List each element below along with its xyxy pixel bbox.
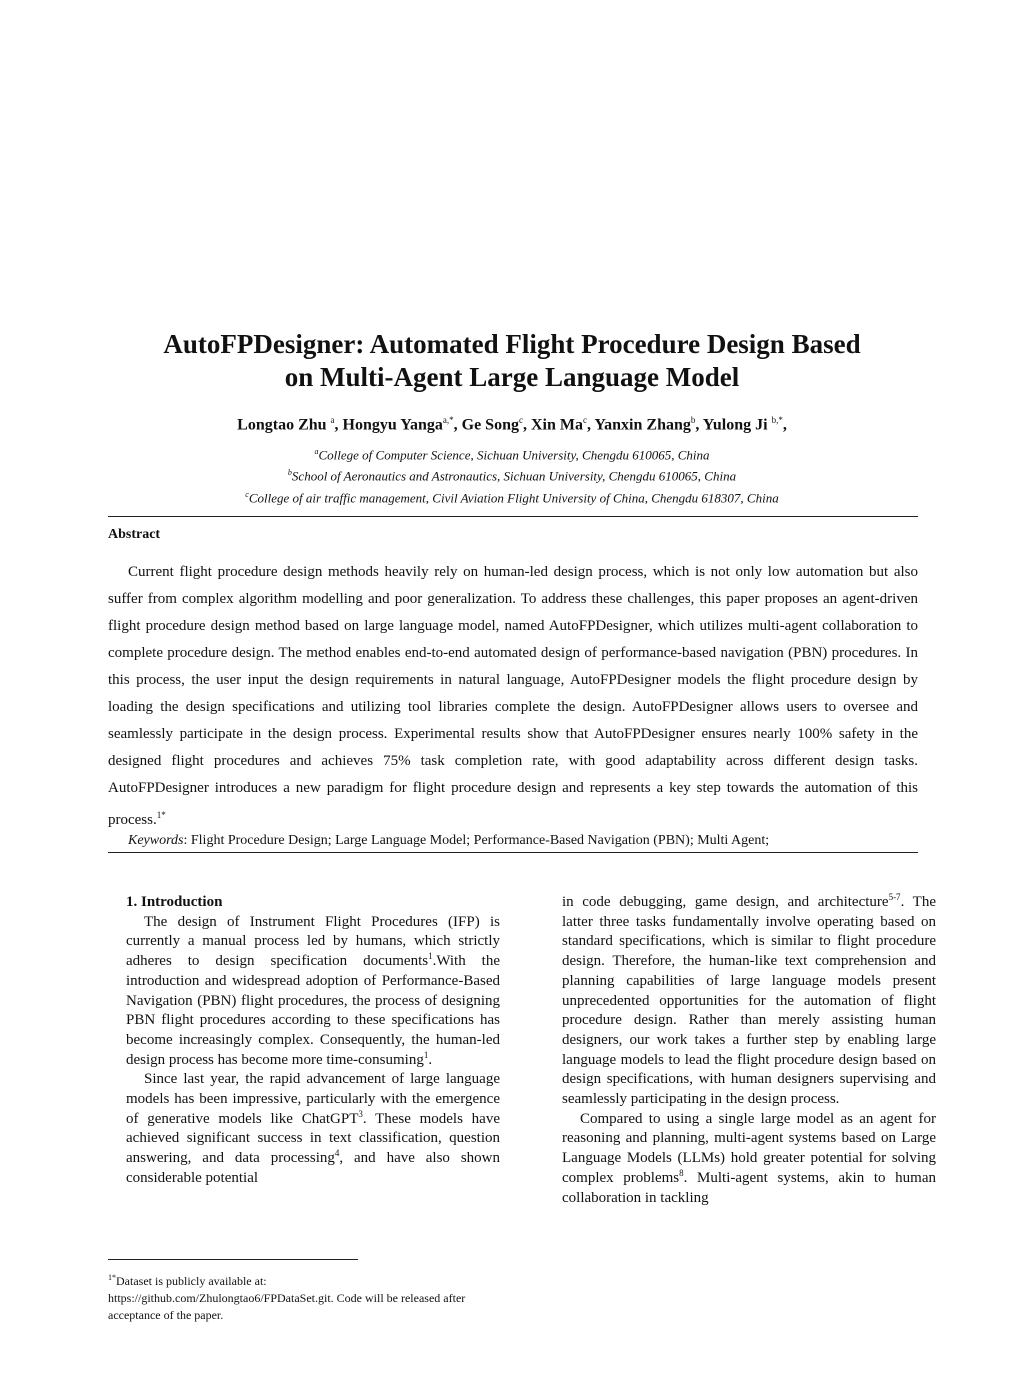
author: , Ge Song xyxy=(453,416,519,434)
keywords xyxy=(108,831,918,851)
text-run: . The latter three tasks fundamentally involve operating based on standard specifications, which is similar to flight procedure design. Therefore, the human-like text comprehension and planning capabilities of large language models present unprecedented opportunities for the automation of flight procedure design. Rather than merely assisting human designers, our work takes a further step by enabling large language models to lead the flight procedure design based on design specifications, with human designers supervising and seamlessly participating in the design process. xyxy=(562,894,936,1108)
abstract-heading: Abstract xyxy=(108,527,161,542)
text-run: .With the introduction and widespread adoption of Performance-Based Navigation (PBN) flight procedures, the process of designing PBN flight procedures according to these specifications has become increasingly complex. Consequently, the human-led design process has become more time-consuming xyxy=(126,953,500,1068)
citation: 5-7 xyxy=(888,892,901,902)
affiliations xyxy=(0,443,1024,507)
citation: 3 xyxy=(358,1108,363,1119)
author: , Yulong Ji xyxy=(695,416,772,434)
keywords-label: Keywords xyxy=(128,833,184,848)
keywords-text: : Flight Procedure Design; Large Language Model; Performance-Based Navigation (PBN); Multi Agent; xyxy=(183,833,770,848)
abstract-text: Current flight procedure design methods heavily rely on human-led design process, which is not only low automation but also suffer from complex algorithm modelling and poor generalization. To address these challenges, this paper proposes an agent-driven flight procedure design method based on large language model, named AutoFPDesigner, which utilizes multi-agent collaboration to complete procedure design. The method enables end-to-end automated design of performance-based navigation (PBN) procedures. In this process, the user input the design requirements in natural language, AutoFPDesigner models the flight procedure design by loading the design specifications and utilizing tool libraries complete the design. AutoFPDesigner allows users to oversee and seamlessly participate in the design process. Experimental results show that AutoFPDesigner ensures nearly 100% safety in the designed flight procedures and achieves 75% task completion rate, with good adaptability across different design tasks. AutoFPDesigner introduces a new paradigm for flight procedure design and represents a key step towards the automation of this process. xyxy=(108,564,918,828)
footnote-text: Dataset is publicly available at: https://github.com/Zhulongtao6/FPDataSet.git. Code will be released after acceptance of the paper. xyxy=(108,1274,466,1322)
footnote xyxy=(108,1269,474,1324)
footnote-mark: 1* xyxy=(108,1273,116,1282)
citation: 1 xyxy=(423,1049,429,1060)
author: , Xin Ma xyxy=(522,416,583,434)
citation: 4 xyxy=(334,1148,340,1159)
citation: 1 xyxy=(428,951,433,962)
body-paragraph xyxy=(562,1110,936,1209)
affiliation-b xyxy=(0,464,1024,485)
text-run: Since last year, the rapid advancement of large language models has been impressive, particularly with the emergence of generative models like ChatGPT xyxy=(126,1071,500,1127)
affiliation-text: College of air traffic management, Civil Aviation Flight University of China, Chengdu 618307, China xyxy=(248,489,779,505)
author: , Hongyu Yanga xyxy=(334,416,443,434)
author-affil-mark: c xyxy=(582,415,587,425)
affiliation-text: School of Aeronautics and Astronautics, Sichuan University, Chengdu 610065, China xyxy=(291,468,737,484)
text-run: . These models have achieved significant success in text classification, question answering, and data processing xyxy=(126,1110,500,1167)
left-column xyxy=(126,893,500,1189)
title-line-2: on Multi-Agent Large Language Model xyxy=(284,362,740,392)
abstract-body xyxy=(108,559,918,834)
footnote-rule xyxy=(108,1259,358,1260)
author-affil-mark: a xyxy=(330,415,335,425)
citation: 8 xyxy=(679,1167,684,1178)
text-run: . xyxy=(428,1051,433,1068)
text-run: The design of Instrument Flight Procedures (IFP) is currently a manual process led by humans, which strictly adheres to design specification documents xyxy=(126,913,500,970)
author-list-end: , xyxy=(782,416,787,434)
body-paragraph xyxy=(126,913,500,1071)
affiliation-c xyxy=(0,486,1024,507)
affiliation-mark: c xyxy=(245,489,249,499)
paper-title xyxy=(0,328,1024,394)
affiliation-mark: b xyxy=(287,468,292,478)
footnote-mark: 1* xyxy=(156,810,166,820)
abstract-paragraph xyxy=(108,559,918,834)
author-affil-mark: b,* xyxy=(771,415,783,425)
affiliation-text: College of Computer Science, Sichuan University, Chengdu 610065, China xyxy=(318,447,710,463)
right-column xyxy=(562,893,936,1208)
body-paragraph xyxy=(562,893,936,1110)
section-heading: 1. Introduction xyxy=(126,894,223,910)
text-run: . Multi-agent systems, akin to human collaboration in tackling xyxy=(562,1169,936,1206)
text-run: Compared to using a single large model as an agent for reasoning and planning, multi-agent systems based on Large Language Models (LLMs) hold greater potential for solving complex problems xyxy=(562,1110,936,1186)
abstract-bottom-rule xyxy=(108,852,918,853)
author: , Yanxin Zhang xyxy=(586,416,691,434)
author: Longtao Zhu xyxy=(237,416,331,434)
author-list xyxy=(0,410,1024,435)
title-line-1: AutoFPDesigner: Automated Flight Procedure Design Based xyxy=(163,329,861,359)
affiliation-a xyxy=(0,443,1024,464)
affiliation-mark: a xyxy=(314,447,319,456)
author-affil-mark: a,* xyxy=(442,415,454,425)
body-paragraph xyxy=(126,1070,500,1188)
text-run: in code debugging, game design, and architecture xyxy=(562,894,889,910)
author-affil-mark: b xyxy=(690,415,696,425)
abstract-top-rule xyxy=(108,516,918,517)
text-run: , and have also shown considerable potential xyxy=(126,1150,500,1186)
author-affil-mark: c xyxy=(518,415,523,425)
